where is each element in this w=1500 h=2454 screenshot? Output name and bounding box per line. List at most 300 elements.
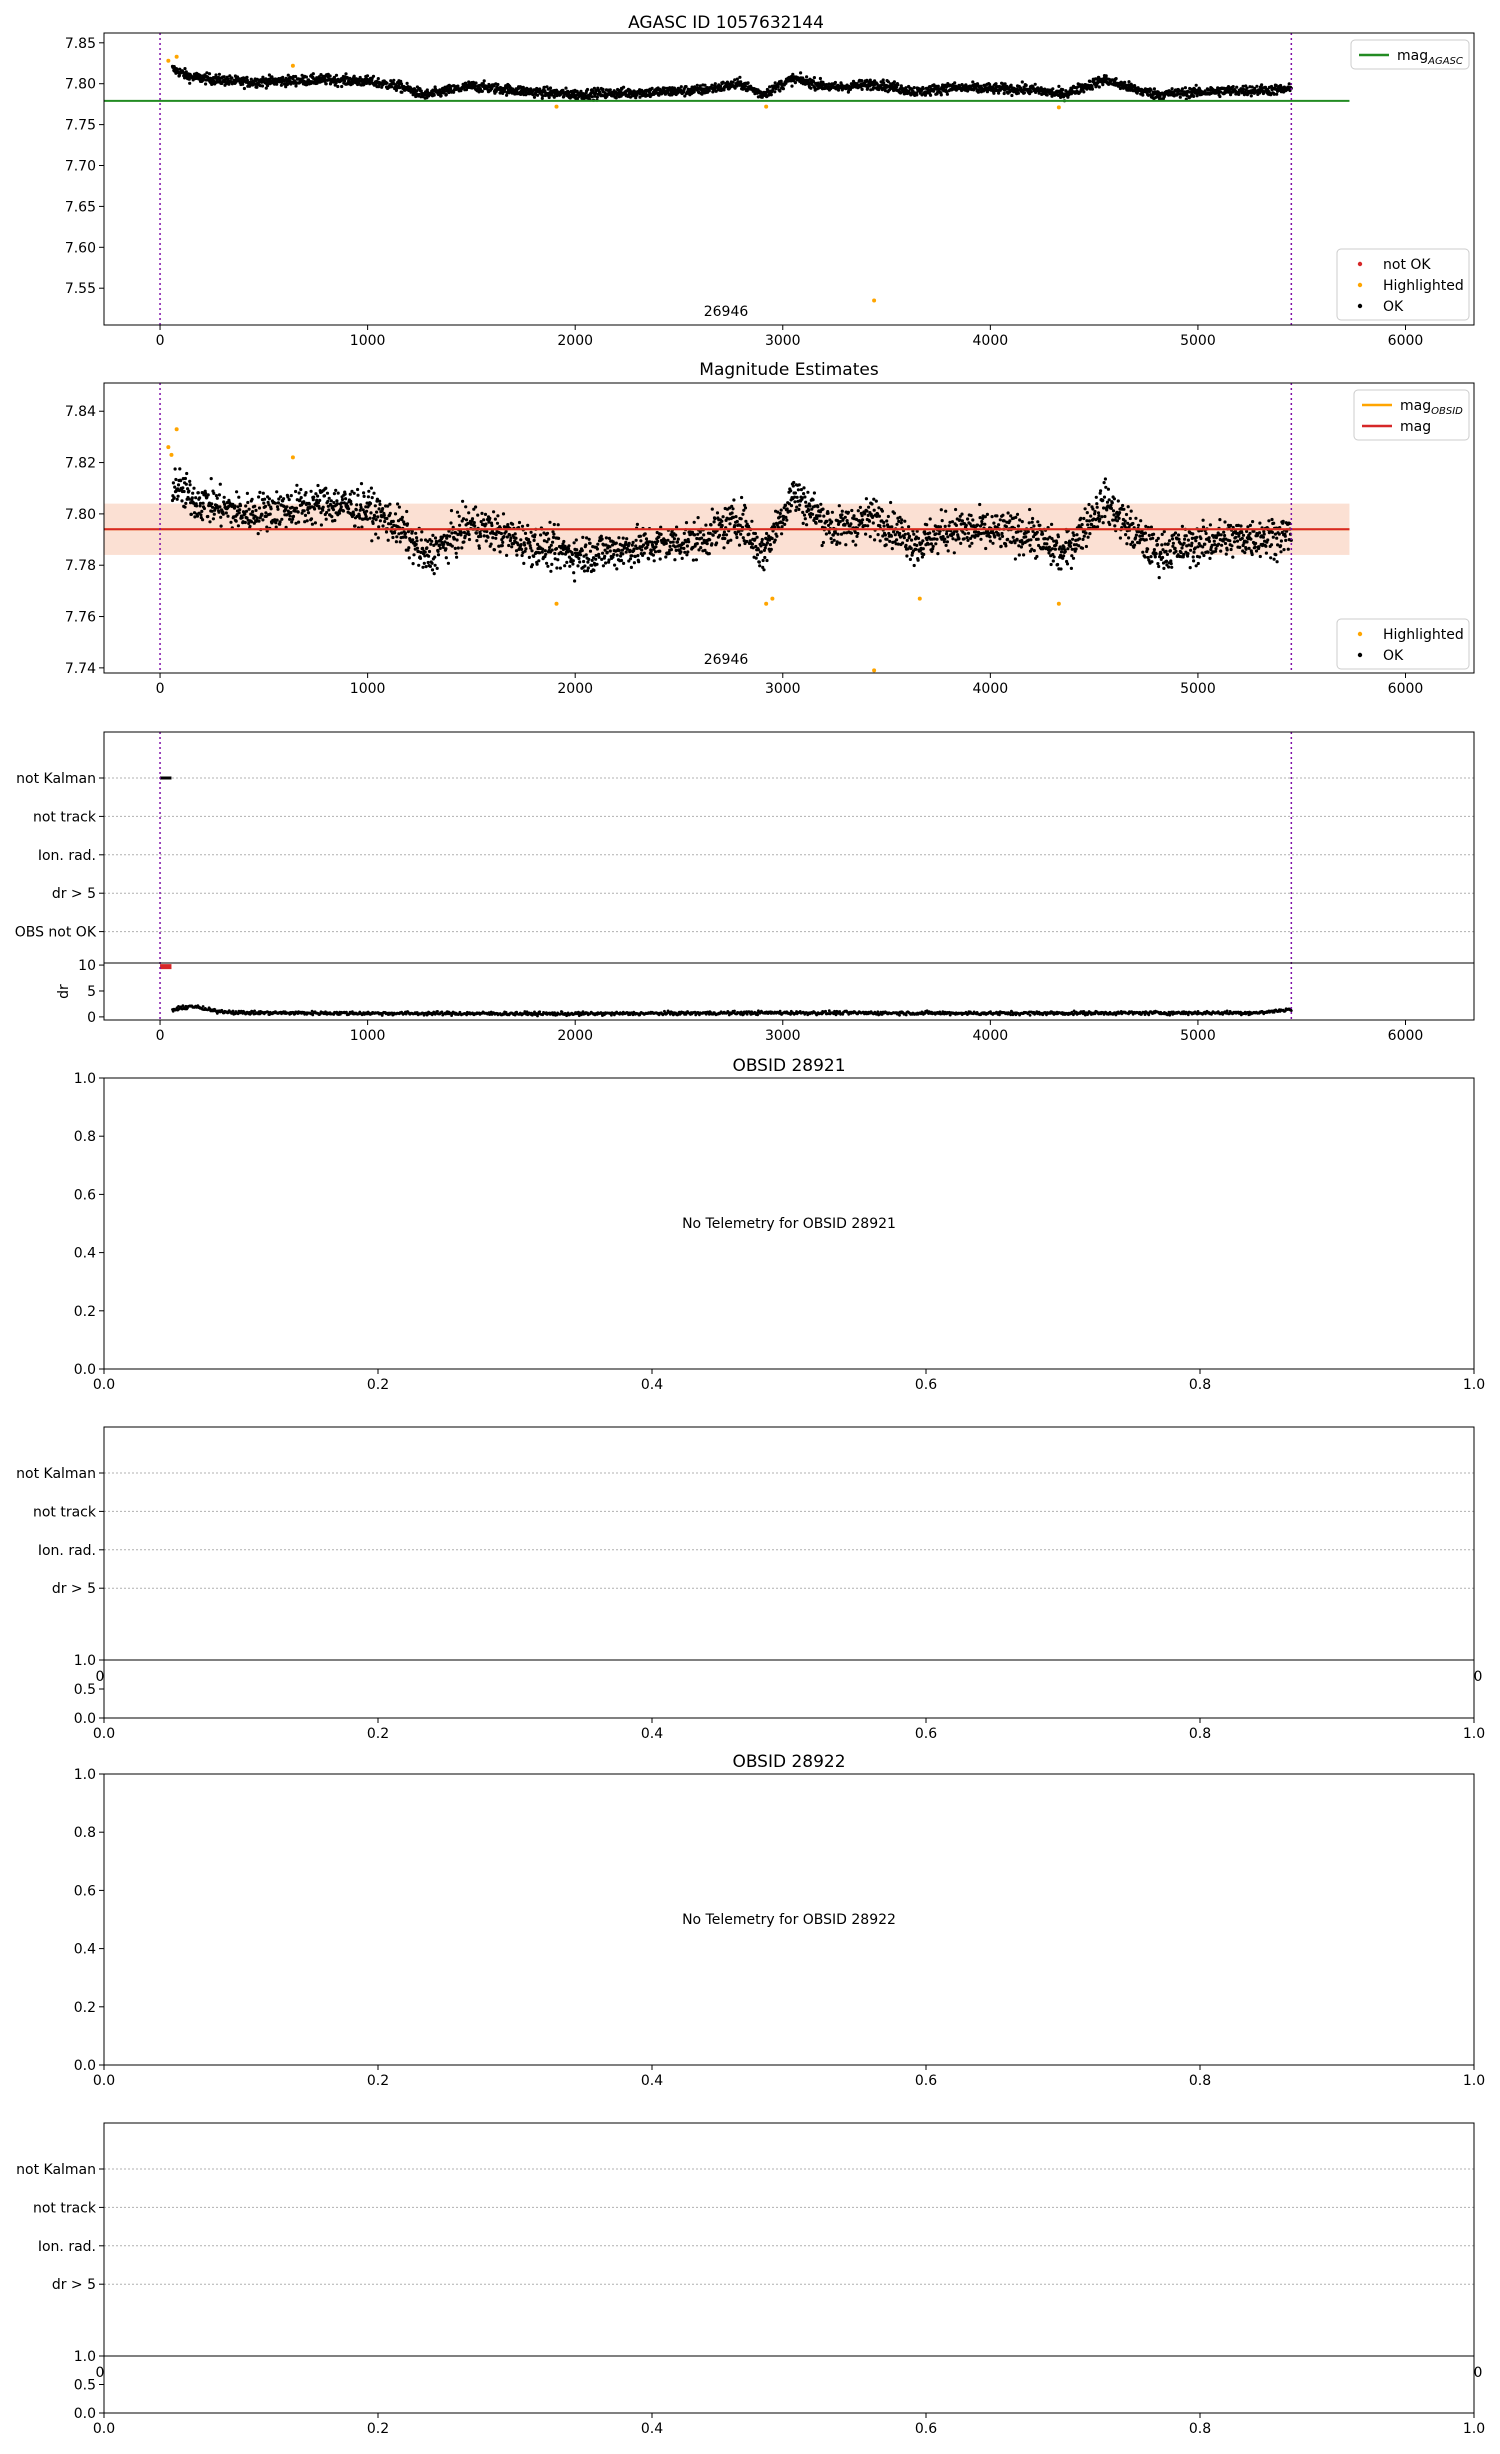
panel-2-ok-point [1133,544,1136,547]
panel-1-ok-point [703,84,706,87]
panel-2-ok-point [260,513,263,516]
panel-2-ok-point [258,506,261,509]
panel-2-ok-point [1050,523,1053,526]
panel-2-ok-point [496,514,499,517]
panel-2-ok-point [226,515,229,518]
panel-2-ok-point [1005,525,1008,528]
panel-2-ok-point [821,508,824,511]
panel-2-ok-point [721,524,724,527]
panel-1-ok-point [882,81,885,84]
panel-2-ok-point [946,540,949,543]
panel-2-ok-point [572,571,575,574]
panel-2-ok-point [501,541,504,544]
panel-2-ok-point [825,520,828,523]
panel-2-ok-point [789,489,792,492]
panel-2-ok-point [846,522,849,525]
panel-2-ok-point [201,518,204,521]
panel-2-ok-point [1174,547,1177,550]
panel-1-ok-point [325,82,328,85]
panel-2-ok-point [297,521,300,524]
panel-1-ok-point [505,94,508,97]
panel-2-ok-point [244,521,247,524]
panel-2-ok-point [1086,523,1089,526]
panel-1-ok-point [819,77,822,80]
panel-2-ok-point [1103,481,1106,484]
panel-2-ok-point [492,510,495,513]
panel-1-ok-point [1255,85,1258,88]
panel-2-ok-point [177,483,180,486]
panel-2-ok-point [373,515,376,518]
panel-1-ok-point [474,81,477,84]
panel-2-ok-point [261,518,264,521]
panel-2-ok-point [303,509,306,512]
panel-2-ok-point [657,535,660,538]
panel-2-ok-point [1088,519,1091,522]
panel-2-ok-point [903,536,906,539]
panel-2-ok-point [864,533,867,536]
panel-1-ok-point [680,85,683,88]
panel-2-ok-point [433,572,436,575]
panel-1-ok-point [893,80,896,83]
panel-2-ok-point [438,543,441,546]
panel-2-ok-point [732,498,735,501]
panel-2-ok-point [210,477,213,480]
panel-2-ok-point [991,542,994,545]
panel-2-ok-point [502,512,505,515]
panel-2-ok-point [686,550,689,553]
panel-2-ok-point [934,542,937,545]
panel-1-ok-point [1101,83,1104,86]
panel-2-ok-point [600,535,603,538]
panel-2-ok-point [471,517,474,520]
panel-2-ok-point [1117,499,1120,502]
panel-2-ok-point [1016,530,1019,533]
panel-2-ok-point [457,546,460,549]
panel-2-ok-point [592,569,595,572]
panel-2-ok-point [723,537,726,540]
panel-2-ok-point [921,539,924,542]
panel-1-highlighted-point [291,64,295,68]
panel-2-ok-point [268,497,271,500]
panel-1-ok-point [896,83,899,86]
panel-2-ok-point [257,495,260,498]
panel-2-ok-point [830,520,833,523]
panel-1-ytick-label: 7.75 [65,118,96,134]
panel-2-ok-point [297,510,300,513]
panel-2-ok-point [907,525,910,528]
panel-2-ok-point [233,504,236,507]
panel-1-ytick-label: 7.70 [65,159,96,175]
panel-2-ok-point [431,562,434,565]
panel-1-ok-point [1250,94,1253,97]
panel-1-ok-point [1275,93,1278,96]
panel-1-highlighted-point [166,59,170,63]
panel-2-ok-point [1036,531,1039,534]
panel-1-ok-point [1082,90,1085,93]
panel-2-ok-point [774,539,777,542]
panel-2-ok-point [644,532,647,535]
panel-2-ok-point [451,545,454,548]
panel-2-ok-point [745,540,748,543]
panel-2-ok-point [999,518,1002,521]
panel-2-ok-point [794,491,797,494]
panel-2-ok-point [676,541,679,544]
panel-1-ok-point [596,96,599,99]
panel-2-ok-point [1124,533,1127,536]
panel-2-ok-point [1108,498,1111,501]
panel-2-ok-point [1081,547,1084,550]
panel-2-ok-point [1153,548,1156,551]
panel-2-ok-point [177,495,180,498]
panel-2-ok-point [660,533,663,536]
panel-2-ok-point [415,543,418,546]
panel-2-ok-point [971,518,974,521]
panel-2-ok-point [1032,524,1035,527]
panel-2-ok-point [429,543,432,546]
panel-2-ok-point [642,543,645,546]
panel-2-ok-point [405,510,408,513]
panel-2-ok-point [1161,533,1164,536]
panel-2-ok-point [415,536,418,539]
panel-2-ok-point [761,538,764,541]
panel-1-ok-point [790,85,793,88]
panel-2-ok-point [879,539,882,542]
panel-2-ok-point [1031,517,1034,520]
panel-2-ok-point [262,502,265,505]
panel-2-ok-point [365,510,368,513]
panel-2-ok-point [797,488,800,491]
panel-2-ok-point [1183,542,1186,545]
panel-2-ok-point [308,503,311,506]
panel-2-ok-point [587,566,590,569]
panel-2-ok-point [1180,546,1183,549]
panel-2-ok-point [685,553,688,556]
panel-2-ok-point [572,559,575,562]
panel-2-ok-point [729,539,732,542]
panel-2-ok-point [563,564,566,567]
panel-2-ok-point [1165,550,1168,553]
panel-2-ok-point [943,538,946,541]
panel-2-ok-point [377,525,380,528]
panel-1-xtick-label: 5000 [1180,333,1216,349]
panel-2-ok-point [311,523,314,526]
panel-2-ok-point [959,542,962,545]
panel-2-ok-point [388,503,391,506]
panel-2-ok-point [376,515,379,518]
panel-2-ok-point [785,519,788,522]
panel-2-ok-point [946,535,949,538]
panel-2-ok-point [622,537,625,540]
panel-2-ok-point [290,494,293,497]
panel-2-ok-point [1121,504,1124,507]
panel-1-highlighted-point [764,105,768,109]
panel-2-ok-point [1131,541,1134,544]
panel-2-ok-point [328,497,331,500]
panel-2-ok-point [174,467,177,470]
panel-2-ok-point [342,509,345,512]
panel-2-ok-point [947,549,950,552]
panel-2-ok-point [548,521,551,524]
panel-2-ok-point [966,536,969,539]
panel-2-ok-point [1031,521,1034,524]
panel-1-ok-point [548,96,551,99]
panel-2-ok-point [1097,514,1100,517]
panel-2-ok-point [1139,519,1142,522]
panel-2-ok-point [265,526,268,529]
panel-2-ok-point [468,538,471,541]
panel-2-ok-point [383,514,386,517]
panel-2-ok-point [628,542,631,545]
panel-2-ok-point [1151,537,1154,540]
panel-2-ok-point [561,552,564,555]
panel-2-ok-point [1038,524,1041,527]
panel-2-ok-point [803,495,806,498]
panel-2-ok-point [336,502,339,505]
panel-2-ok-point [700,537,703,540]
panel-2-ok-point [375,510,378,513]
panel-2-ok-point [1020,545,1023,548]
panel-2-ok-point [518,521,521,524]
panel-2-ok-point [856,532,859,535]
panel-1-ok-point [188,82,191,85]
panel-2-ok-point [945,532,948,535]
panel-2-ok-point [731,507,734,510]
panel-2-ok-point [1028,544,1031,547]
panel-1-ok-point [1025,84,1028,87]
panel-2-ok-point [665,542,668,545]
panel-2-ok-point [530,549,533,552]
panel-2-ok-point [1149,555,1152,558]
panel-2-ok-point [476,514,479,517]
panel-2-ok-point [734,515,737,518]
panel-2-ok-point [445,556,448,559]
panel-2-ok-point [181,486,184,489]
panel-2-ok-point [878,515,881,518]
panel-2-ok-point [1086,511,1089,514]
panel-2-ok-point [425,565,428,568]
panel-2-ok-point [624,541,627,544]
panel-2-ok-point [407,546,410,549]
panel-2-ok-point [474,505,477,508]
panel-2-ok-point [838,542,841,545]
panel-2-ok-point [427,555,430,558]
panel-2-ok-point [936,552,939,555]
panel-2-ok-point [274,502,277,505]
panel-2-ok-point [173,496,176,499]
panel-2-ok-point [1006,538,1009,541]
panel-1-ok-point [329,74,332,77]
panel-2-ok-point [930,550,933,553]
panel-2-ok-point [900,518,903,521]
panel-2-ok-point [198,496,201,499]
panel-2-ok-point [1161,556,1164,559]
panel-2-ok-point [1045,542,1048,545]
panel-2-ok-point [276,508,279,511]
panel-1-highlighted-point [1057,105,1061,109]
panel-2-ok-point [573,541,576,544]
panel-2-ok-point [461,500,464,503]
panel-1-xtick-label: 1000 [350,333,386,349]
panel-2-ok-point [257,520,260,523]
panel-2-ok-point [895,523,898,526]
panel-2-ok-point [1060,550,1063,553]
panel-2-ok-point [1183,538,1186,541]
panel-2-ok-point [778,515,781,518]
panel-2-ok-point [751,543,754,546]
panel-1-ok-point [204,82,207,85]
panel-2-ok-point [887,515,890,518]
panel-2-ok-point [444,547,447,550]
panel-2-ok-point [318,507,321,510]
panel-2-ok-point [722,515,725,518]
panel-2-ok-point [794,509,797,512]
panel-2-ok-point [320,523,323,526]
panel-2-ok-point [780,509,783,512]
panel-2-ok-point [968,545,971,548]
panel-1-ok-point [1091,88,1094,91]
panel-2-ok-point [378,503,381,506]
panel-2-ok-point [475,532,478,535]
panel-1-ok-point [343,79,346,82]
panel-2-ok-point [693,533,696,536]
panel-2-ok-point [425,546,428,549]
panel-2-ok-point [292,515,295,518]
panel-2-ok-point [262,492,265,495]
panel-2-ok-point [632,541,635,544]
panel-2-ok-point [769,543,772,546]
panel-2-ok-point [1070,567,1073,570]
panel-2-ok-point [431,568,434,571]
panel-2-ok-point [803,514,806,517]
panel-2-ok-point [1169,549,1172,552]
panel-2-ok-point [859,506,862,509]
panel-2-ok-point [575,538,578,541]
panel-2-ok-point [1048,546,1051,549]
panel-1-ok-point [997,92,1000,95]
panel-2-ok-point [1021,520,1024,523]
panel-2-ok-point [683,532,686,535]
panel-2-ok-point [1159,552,1162,555]
panel-2-ok-point [495,533,498,536]
panel-2-ok-point [325,511,328,514]
panel-2-ok-point [941,519,944,522]
panel-2-ok-point [1024,535,1027,538]
panel-2-ok-point [434,564,437,567]
panel-1-ok-point [1034,83,1037,86]
panel-2-ok-point [673,537,676,540]
panel-2-ok-point [583,569,586,572]
panel-2-ok-point [277,501,280,504]
panel-2-ok-point [533,533,536,536]
panel-2-ok-point [360,482,363,485]
panel-2-ok-point [1172,542,1175,545]
panel-2-ok-point [1170,562,1173,565]
panel-2-ok-point [508,533,511,536]
panel-2-ok-point [1054,548,1057,551]
panel-2-ok-point [399,540,402,543]
panel-2-ok-point [341,498,344,501]
panel-2-ok-point [755,557,758,560]
panel-2-ok-point [494,518,497,521]
panel-2-ok-point [872,521,875,524]
panel-1-ok-point [791,73,794,76]
panel-2-ok-point [966,517,969,520]
panel-2-ok-point [544,553,547,556]
panel-1-ok-point [1023,91,1026,94]
panel-2-ok-point [712,534,715,537]
panel-2-ok-point [324,487,327,490]
panel-2-ok-point [781,525,784,528]
panel-2-ok-point [295,507,298,510]
panel-2-ok-point [520,543,523,546]
panel-2-ok-point [299,488,302,491]
panel-2-ok-point [264,505,267,508]
panel-2-ok-point [720,520,723,523]
panel-2-ok-point [740,496,743,499]
panel-2-ok-point [519,538,522,541]
panel-2-ok-point [269,513,272,516]
panel-2-ok-point [546,532,549,535]
panel-2-ok-point [596,547,599,550]
panel-1-ok-point [433,94,436,97]
panel-1-ok-point [770,93,773,96]
panel-2-ok-point [581,549,584,552]
panel-2-ok-point [575,548,578,551]
panel-2-ok-point [1152,533,1155,536]
panel-2-ok-point [381,524,384,527]
panel-2-ok-point [479,535,482,538]
panel-2-ok-point [356,494,359,497]
panel-2-ok-point [424,551,427,554]
panel-2-ok-point [244,504,247,507]
panel-2-ok-point [280,518,283,521]
panel-2-ok-point [556,558,559,561]
panel-2-ok-point [1141,551,1144,554]
panel-1-ok-point [481,90,484,93]
panel-1-highlighted-point [872,298,876,302]
panel-2-ok-point [922,547,925,550]
panel-2-ok-point [1079,517,1082,520]
panel-2-ok-point [789,510,792,513]
panel-2-ok-point [349,493,352,496]
panel-2-ok-point [686,544,689,547]
panel-2-ok-point [927,543,930,546]
panel-2-ok-point [957,537,960,540]
panel-2-ok-point [875,500,878,503]
panel-2-ok-point [976,524,979,527]
panel-2-ok-point [197,491,200,494]
panel-2-ok-point [932,545,935,548]
panel-2-ok-point [257,532,260,535]
panel-2-ok-point [1037,538,1040,541]
panel-2-ok-point [913,564,916,567]
panel-2-ok-point [869,535,872,538]
panel-2-ok-point [594,558,597,561]
panel-2-ok-point [713,520,716,523]
panel-2-ok-point [581,536,584,539]
panel-2-ok-point [372,492,375,495]
panel-2-ok-point [1077,544,1080,547]
panel-2-ok-point [1069,545,1072,548]
panel-2-ok-point [989,540,992,543]
panel-2-ok-point [1150,560,1153,563]
panel-2-ok-point [555,566,558,569]
panel-2-ok-point [437,553,440,556]
panel-2-ok-point [1127,505,1130,508]
panel-2-ok-point [1029,538,1032,541]
panel-2-ok-point [944,510,947,513]
panel-2-ok-point [1000,532,1003,535]
